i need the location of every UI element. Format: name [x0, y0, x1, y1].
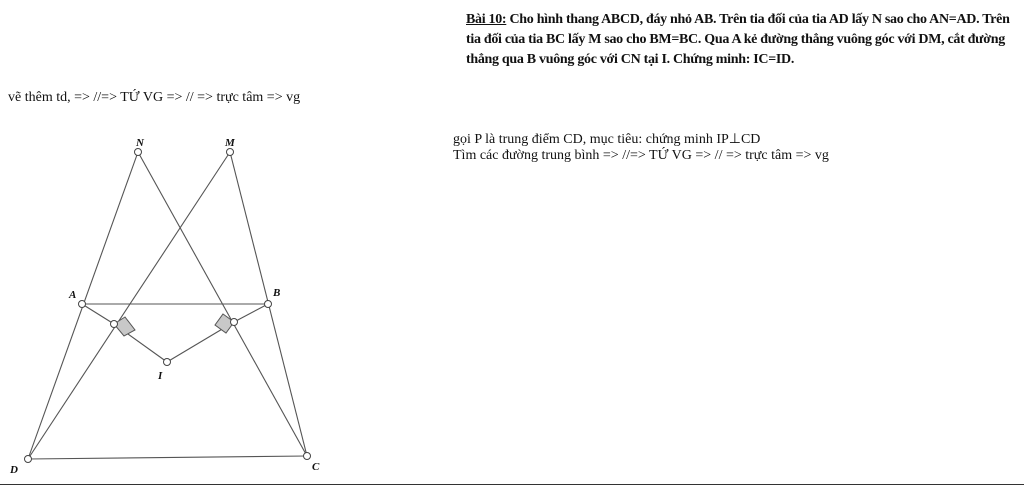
- segment-b-foot: [234, 304, 268, 322]
- bottom-divider: [0, 484, 1024, 485]
- point-c: [304, 453, 311, 460]
- label-a: A: [69, 289, 77, 301]
- segment-a-foot: [82, 304, 114, 324]
- hint-line-2: Tìm các đường trung bình => //=> TỨ VG => // => trực tâm => vg: [453, 148, 829, 163]
- right-angle-mark-left: [114, 317, 135, 336]
- left-note: vẽ thêm td, => //=> TỨ VG => // => trực tâm => vg: [8, 90, 301, 105]
- problem-text: Cho hình thang ABCD, đáy nhỏ AB. Trên tia đối của tia AD lấy N sao cho AN=AD. Trên tia đối của tia BC lấy M sao cho BM=BC. Qua A kẻ đường thẳng vuông góc với DM, cắt đường thẳng qua B vuông góc với CN tại I. Chứng minh: IC=ID.: [466, 12, 1010, 67]
- segment-dm: [28, 152, 230, 459]
- point-n: [135, 149, 142, 156]
- label-n: N: [136, 137, 144, 149]
- point-i: [164, 359, 171, 366]
- hint-line-1: gọi P là trung điểm CD, mục tiêu: chứng minh IP⊥CD: [453, 132, 761, 147]
- point-a: [79, 301, 86, 308]
- label-d: D: [10, 464, 18, 476]
- problem-label: Bài 10:: [466, 12, 507, 27]
- label-m: M: [225, 137, 235, 149]
- label-i: I: [158, 370, 163, 382]
- point-foot-left: [111, 321, 118, 328]
- label-b: B: [273, 287, 281, 299]
- point-foot-right: [231, 319, 238, 326]
- point-m: [227, 149, 234, 156]
- point-d: [25, 456, 32, 463]
- label-c: C: [312, 461, 320, 473]
- segment-dc: [28, 456, 307, 459]
- point-b: [265, 301, 272, 308]
